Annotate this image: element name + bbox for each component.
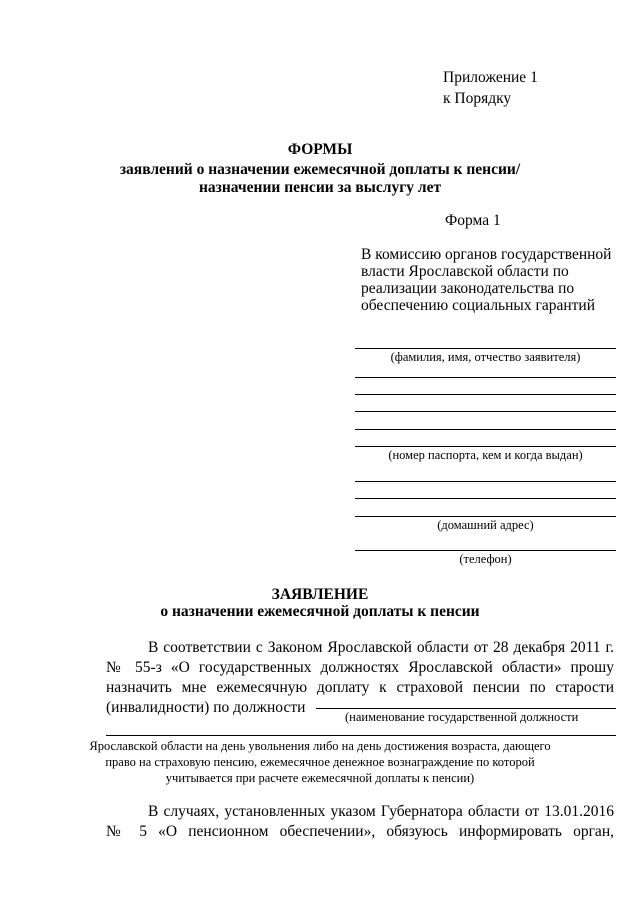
address-caption: (домашний адрес) [437,518,534,532]
statement-title: ЗАЯВЛЕНИЕ [271,586,369,603]
paragraph-1-line-4: (инвалидности) по должности [106,699,306,716]
address-field-line[interactable] [355,516,616,517]
paragraph-2-line-2: № 5 «О пенсионном обеспечении», обязуюсь информировать орган, [106,823,614,840]
paragraph-1-line-3: назначить мне ежемесячную доплату к страховой пенсии по старости [106,679,614,696]
blank-field-line[interactable] [355,377,616,378]
note-line-2: право на страховую пенсию, ежемесячное денежное вознаграждение по которой [105,755,535,769]
passport-caption: (номер паспорта, кем и когда выдан) [388,448,583,462]
addressee-line-1: В комиссию органов государственной [361,246,612,263]
blank-field-line[interactable] [355,394,616,395]
address-field-line[interactable] [355,498,616,499]
note-line-3: учитывается при расчете ежемесячной доплаты к пенсии) [165,771,475,785]
paragraph-1-line-2: № 55-з «О государственных должностях Ярославской области» прошу [106,659,614,676]
note-line-1: Ярославской области на день увольнения либо на день достижения возраста, дающего [89,739,551,753]
blank-field-line[interactable] [355,411,616,412]
passport-field-line[interactable] [355,446,616,447]
addressee-line-3: реализации законодательства по [361,280,575,297]
form-number: Форма 1 [445,212,501,229]
position-caption: (наименование государственной должности [345,710,579,724]
phone-field-line[interactable] [355,550,616,551]
paragraph-1-line-1: В соответствии с Законом Ярославской области от 28 декабря 2011 г. [148,639,614,656]
position-continuation-line[interactable] [106,735,616,736]
fio-caption: (фамилия, имя, отчество заявителя) [390,350,581,364]
blank-field-line[interactable] [355,429,616,430]
forms-subtitle-line-2: назначении пенсии за выслугу лет [198,179,442,196]
position-field-line[interactable] [316,708,616,709]
phone-caption: (телефон) [459,552,512,566]
forms-subtitle-line-1: заявлений о назначении ежемесячной доплаты к пенсии/ [119,161,521,178]
fio-field-line[interactable] [355,348,616,349]
statement-subtitle: о назначении ежемесячной доплаты к пенсии [160,603,480,620]
addressee-line-2: власти Ярославской области по [361,263,569,280]
forms-title: ФОРМЫ [287,141,353,158]
address-field-line[interactable] [355,481,616,482]
appendix-line-1: Приложение 1 [443,69,538,86]
appendix-line-2: к Порядку [443,90,512,107]
addressee-line-4: обеспечению социальных гарантий [361,297,595,314]
paragraph-2-line-1: В случаях, установленных указом Губернатора области от 13.01.2016 [148,803,614,820]
